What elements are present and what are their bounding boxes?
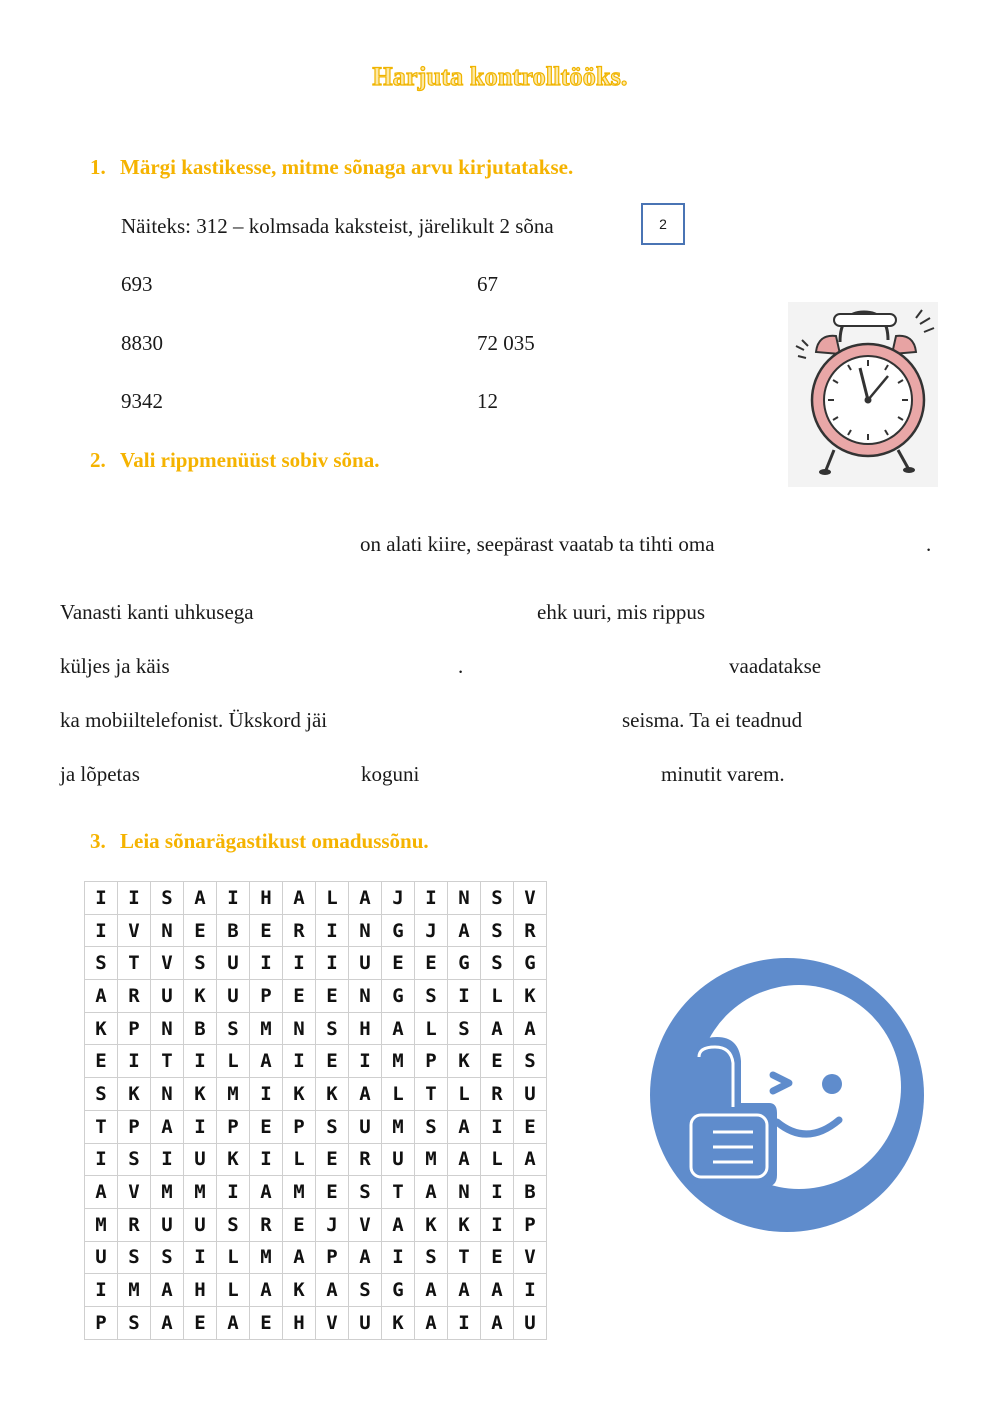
grid-cell[interactable]: U	[514, 1306, 547, 1339]
grid-cell[interactable]: I	[481, 1176, 514, 1209]
grid-cell[interactable]: U	[184, 1143, 217, 1176]
grid-cell[interactable]: L	[217, 1045, 250, 1078]
sentence-fragment: ja lõpetas	[60, 762, 140, 786]
question-3-text: Leia sõnarägastikust omadussõnu.	[120, 829, 429, 853]
grid-cell[interactable]: S	[481, 947, 514, 980]
number-item: 67	[477, 272, 498, 296]
grid-cell[interactable]: L	[382, 1078, 415, 1111]
grid-cell[interactable]: R	[283, 914, 316, 947]
grid-cell[interactable]: L	[481, 980, 514, 1013]
grid-cell[interactable]: M	[283, 1176, 316, 1209]
grid-cell[interactable]: R	[481, 1078, 514, 1111]
grid-cell[interactable]: M	[382, 1110, 415, 1143]
grid-cell[interactable]: E	[514, 1110, 547, 1143]
grid-cell[interactable]: H	[184, 1274, 217, 1307]
grid-cell[interactable]: M	[217, 1078, 250, 1111]
sentence-fragment: .	[458, 654, 464, 678]
grid-cell[interactable]: S	[316, 1012, 349, 1045]
grid-cell[interactable]: S	[415, 1241, 448, 1274]
grid-cell[interactable]: S	[316, 1110, 349, 1143]
grid-cell[interactable]: R	[118, 980, 151, 1013]
grid-cell[interactable]: N	[283, 1012, 316, 1045]
grid-cell[interactable]: E	[184, 1306, 217, 1339]
number-item: 693	[121, 272, 153, 296]
grid-cell[interactable]: I	[250, 1078, 283, 1111]
grid-cell[interactable]: N	[151, 1078, 184, 1111]
sentence-fragment: seisma. Ta ei teadnud	[622, 708, 803, 732]
grid-cell[interactable]: N	[349, 914, 382, 947]
grid-cell[interactable]: H	[250, 882, 283, 915]
grid-cell[interactable]: V	[118, 914, 151, 947]
grid-cell[interactable]: I	[118, 1045, 151, 1078]
grid-cell[interactable]: S	[217, 1208, 250, 1241]
grid-cell[interactable]: A	[415, 1274, 448, 1307]
grid-cell[interactable]: P	[415, 1045, 448, 1078]
grid-cell[interactable]: A	[481, 1012, 514, 1045]
example-text: Näiteks: 312 – kolmsada kaksteist, järelikult 2 sõna	[121, 214, 554, 238]
grid-cell[interactable]: G	[514, 947, 547, 980]
question-2-number: 2.	[90, 448, 106, 472]
grid-cell[interactable]: E	[250, 1110, 283, 1143]
grid-cell[interactable]: I	[283, 947, 316, 980]
grid-cell[interactable]: E	[382, 947, 415, 980]
grid-cell[interactable]: A	[250, 1274, 283, 1307]
grid-cell[interactable]: G	[382, 980, 415, 1013]
grid-cell[interactable]: A	[316, 1274, 349, 1307]
grid-cell[interactable]: V	[514, 882, 547, 915]
sentence-fragment: ehk uuri, mis rippus	[537, 600, 705, 624]
grid-cell[interactable]: V	[349, 1208, 382, 1241]
grid-cell[interactable]: E	[250, 1306, 283, 1339]
grid-cell[interactable]: I	[85, 1143, 118, 1176]
grid-cell[interactable]: S	[184, 947, 217, 980]
grid-cell[interactable]: I	[184, 1241, 217, 1274]
grid-cell[interactable]: K	[184, 980, 217, 1013]
grid-cell[interactable]: M	[118, 1274, 151, 1307]
grid-cell[interactable]: T	[151, 1045, 184, 1078]
grid-cell[interactable]: E	[283, 1208, 316, 1241]
grid-cell[interactable]: G	[382, 1274, 415, 1307]
grid-cell[interactable]: R	[514, 914, 547, 947]
grid-cell[interactable]: U	[349, 947, 382, 980]
question-3-number: 3.	[90, 829, 106, 853]
grid-cell[interactable]: A	[250, 1045, 283, 1078]
grid-cell[interactable]: S	[349, 1176, 382, 1209]
grid-cell[interactable]: U	[382, 1143, 415, 1176]
grid-cell[interactable]: R	[349, 1143, 382, 1176]
grid-cell[interactable]: E	[184, 914, 217, 947]
grid-row	[85, 1306, 547, 1339]
grid-cell[interactable]: H	[283, 1306, 316, 1339]
number-item: 12	[477, 389, 498, 413]
grid-cell[interactable]: A	[448, 1143, 481, 1176]
grid-cell[interactable]: U	[85, 1241, 118, 1274]
grid-cell[interactable]: L	[217, 1274, 250, 1307]
grid-cell[interactable]: A	[349, 1078, 382, 1111]
grid-row	[85, 1143, 547, 1176]
grid-cell[interactable]: L	[415, 1012, 448, 1045]
grid-cell[interactable]: T	[118, 947, 151, 980]
grid-cell[interactable]: R	[118, 1208, 151, 1241]
grid-row	[85, 1110, 547, 1143]
grid-row	[85, 914, 547, 947]
grid-cell[interactable]: S	[118, 1306, 151, 1339]
grid-cell[interactable]: A	[151, 1306, 184, 1339]
grid-cell[interactable]: A	[184, 882, 217, 915]
grid-cell[interactable]: I	[316, 947, 349, 980]
grid-cell[interactable]: I	[118, 882, 151, 915]
sentence-fragment: minutit varem.	[661, 762, 785, 786]
grid-cell[interactable]: I	[481, 1110, 514, 1143]
grid-cell[interactable]: S	[415, 1110, 448, 1143]
sentence-fragment: vaadatakse	[729, 654, 822, 678]
grid-cell[interactable]: A	[448, 914, 481, 947]
grid-cell[interactable]: A	[514, 1143, 547, 1176]
grid-cell[interactable]: H	[349, 1012, 382, 1045]
grid-cell[interactable]: L	[448, 1078, 481, 1111]
grid-cell[interactable]: A	[382, 1208, 415, 1241]
grid-row	[85, 1045, 547, 1078]
grid-cell[interactable]: I	[250, 947, 283, 980]
grid-cell[interactable]: P	[85, 1306, 118, 1339]
grid-cell[interactable]: S	[415, 980, 448, 1013]
grid-cell[interactable]: P	[514, 1208, 547, 1241]
grid-cell[interactable]: I	[415, 882, 448, 915]
grid-cell[interactable]: S	[481, 882, 514, 915]
grid-cell[interactable]: L	[217, 1241, 250, 1274]
grid-cell[interactable]: A	[481, 1306, 514, 1339]
winking-thumbs-up-icon	[649, 957, 925, 1233]
grid-cell[interactable]: M	[184, 1176, 217, 1209]
grid-cell[interactable]: M	[250, 1241, 283, 1274]
grid-cell[interactable]: P	[250, 980, 283, 1013]
page-title: Harjuta kontrolltööks.	[372, 62, 628, 91]
grid-cell[interactable]: E	[85, 1045, 118, 1078]
grid-cell[interactable]: K	[85, 1012, 118, 1045]
grid-cell[interactable]: S	[349, 1274, 382, 1307]
grid-cell[interactable]: J	[316, 1208, 349, 1241]
grid-row	[85, 1241, 547, 1274]
grid-cell[interactable]: I	[217, 882, 250, 915]
grid-cell[interactable]: I	[514, 1274, 547, 1307]
grid-cell[interactable]: K	[415, 1208, 448, 1241]
grid-cell[interactable]: E	[316, 980, 349, 1013]
grid-cell[interactable]: U	[217, 980, 250, 1013]
grid-cell[interactable]: B	[184, 1012, 217, 1045]
grid-cell[interactable]: N	[448, 882, 481, 915]
grid-cell[interactable]: E	[316, 1143, 349, 1176]
grid-cell[interactable]: E	[316, 1045, 349, 1078]
grid-cell[interactable]: U	[184, 1208, 217, 1241]
grid-cell[interactable]: K	[283, 1078, 316, 1111]
grid-cell[interactable]: A	[349, 882, 382, 915]
grid-cell[interactable]: S	[85, 1078, 118, 1111]
grid-cell[interactable]: L	[481, 1143, 514, 1176]
grid-cell[interactable]: A	[250, 1176, 283, 1209]
grid-cell[interactable]: M	[415, 1143, 448, 1176]
grid-cell[interactable]: M	[382, 1045, 415, 1078]
question-1-text: Märgi kastikesse, mitme sõnaga arvu kirjutatakse.	[120, 155, 574, 179]
grid-cell[interactable]: R	[250, 1208, 283, 1241]
grid-cell[interactable]: L	[283, 1143, 316, 1176]
grid-cell[interactable]: P	[118, 1012, 151, 1045]
question-2-text: Vali rippmenüüst sobiv sõna.	[120, 448, 380, 472]
number-item: 8830	[121, 331, 163, 355]
grid-cell[interactable]: K	[184, 1078, 217, 1111]
grid-cell[interactable]: E	[316, 1176, 349, 1209]
grid-cell[interactable]: N	[151, 1012, 184, 1045]
grid-cell[interactable]: U	[514, 1078, 547, 1111]
grid-cell[interactable]: E	[415, 947, 448, 980]
grid-cell[interactable]: A	[415, 1176, 448, 1209]
grid-cell[interactable]: E	[250, 914, 283, 947]
grid-row	[85, 980, 547, 1013]
grid-cell[interactable]: J	[382, 882, 415, 915]
example-answer-box: 2	[641, 203, 685, 245]
grid-cell[interactable]: P	[283, 1110, 316, 1143]
sentence-fragment: Vanasti kanti uhkusega	[60, 600, 254, 624]
grid-cell[interactable]: A	[85, 1176, 118, 1209]
grid-cell[interactable]: T	[448, 1241, 481, 1274]
grid-cell[interactable]: U	[349, 1110, 382, 1143]
grid-row	[85, 1176, 547, 1209]
grid-cell[interactable]: E	[481, 1241, 514, 1274]
sentence-fragment: ka mobiiltelefonist. Ükskord jäi	[60, 708, 328, 732]
grid-cell[interactable]: K	[283, 1274, 316, 1307]
grid-cell[interactable]: A	[151, 1274, 184, 1307]
grid-cell[interactable]: N	[349, 980, 382, 1013]
grid-cell[interactable]: I	[217, 1176, 250, 1209]
grid-cell[interactable]: A	[448, 1274, 481, 1307]
grid-cell[interactable]: T	[382, 1176, 415, 1209]
number-item: 9342	[121, 389, 163, 413]
grid-cell[interactable]: K	[118, 1078, 151, 1111]
grid-cell[interactable]: I	[85, 882, 118, 915]
grid-row	[85, 1078, 547, 1111]
question-2-heading	[90, 448, 379, 473]
grid-cell[interactable]: K	[448, 1045, 481, 1078]
grid-cell[interactable]: A	[415, 1306, 448, 1339]
grid-row	[85, 882, 547, 915]
word-search-grid[interactable]	[84, 881, 547, 1340]
grid-cell[interactable]: I	[184, 1110, 217, 1143]
grid-cell[interactable]: A	[481, 1274, 514, 1307]
grid-cell[interactable]: V	[118, 1176, 151, 1209]
grid-cell[interactable]: I	[250, 1143, 283, 1176]
grid-cell[interactable]: I	[85, 1274, 118, 1307]
grid-cell[interactable]: G	[448, 947, 481, 980]
grid-cell[interactable]: A	[448, 1110, 481, 1143]
grid-cell[interactable]: U	[349, 1306, 382, 1339]
grid-cell[interactable]: M	[85, 1208, 118, 1241]
grid-cell[interactable]: M	[151, 1176, 184, 1209]
grid-cell[interactable]: I	[184, 1045, 217, 1078]
grid-cell[interactable]: U	[151, 980, 184, 1013]
grid-cell[interactable]: A	[217, 1306, 250, 1339]
grid-row	[85, 1274, 547, 1307]
grid-cell[interactable]: T	[85, 1110, 118, 1143]
grid-cell[interactable]: B	[217, 914, 250, 947]
grid-row	[85, 1012, 547, 1045]
sentence-fragment: koguni	[361, 762, 420, 786]
grid-cell[interactable]: S	[514, 1045, 547, 1078]
grid-cell[interactable]: I	[151, 1143, 184, 1176]
grid-cell[interactable]: K	[448, 1208, 481, 1241]
grid-cell[interactable]: T	[415, 1078, 448, 1111]
grid-cell[interactable]: A	[514, 1012, 547, 1045]
grid-cell[interactable]: A	[151, 1110, 184, 1143]
grid-cell[interactable]: M	[250, 1012, 283, 1045]
grid-cell[interactable]: L	[316, 882, 349, 915]
grid-cell[interactable]: I	[448, 1306, 481, 1339]
grid-cell[interactable]: V	[316, 1306, 349, 1339]
grid-cell[interactable]: S	[481, 914, 514, 947]
sentence-fragment: on alati kiire, seepärast vaatab ta tihti oma	[360, 532, 715, 556]
grid-cell[interactable]: A	[349, 1241, 382, 1274]
grid-cell[interactable]: K	[217, 1143, 250, 1176]
grid-cell[interactable]: K	[514, 980, 547, 1013]
grid-row	[85, 947, 547, 980]
grid-cell[interactable]: V	[514, 1241, 547, 1274]
grid-cell[interactable]: S	[217, 1012, 250, 1045]
grid-cell[interactable]: J	[415, 914, 448, 947]
grid-cell[interactable]: I	[481, 1208, 514, 1241]
grid-cell[interactable]: G	[382, 914, 415, 947]
grid-cell[interactable]: U	[151, 1208, 184, 1241]
question-3-heading	[90, 829, 429, 854]
grid-cell[interactable]: I	[448, 980, 481, 1013]
grid-cell[interactable]: P	[118, 1110, 151, 1143]
grid-cell[interactable]: A	[283, 1241, 316, 1274]
grid-cell[interactable]: U	[217, 947, 250, 980]
grid-cell[interactable]: P	[316, 1241, 349, 1274]
grid-cell[interactable]: S	[118, 1241, 151, 1274]
grid-cell[interactable]: A	[283, 882, 316, 915]
grid-cell[interactable]: S	[118, 1143, 151, 1176]
grid-cell[interactable]: I	[316, 914, 349, 947]
alarm-clock-icon	[788, 302, 938, 487]
grid-cell[interactable]: K	[382, 1306, 415, 1339]
grid-cell[interactable]: S	[151, 1241, 184, 1274]
grid-cell[interactable]: I	[283, 1045, 316, 1078]
grid-cell[interactable]: I	[85, 914, 118, 947]
grid-cell[interactable]: I	[382, 1241, 415, 1274]
grid-cell[interactable]: S	[151, 882, 184, 915]
grid-cell[interactable]: S	[448, 1012, 481, 1045]
grid-cell[interactable]: E	[481, 1045, 514, 1078]
grid-cell[interactable]: E	[283, 980, 316, 1013]
question-1-heading	[90, 155, 573, 180]
grid-cell[interactable]: P	[217, 1110, 250, 1143]
grid-cell[interactable]: A	[85, 980, 118, 1013]
sentence-fragment: .	[926, 532, 932, 556]
grid-cell[interactable]: V	[151, 947, 184, 980]
grid-cell[interactable]: K	[316, 1078, 349, 1111]
question-1-number: 1.	[90, 155, 106, 179]
sentence-fragment: küljes ja käis	[60, 654, 170, 678]
grid-cell[interactable]: N	[151, 914, 184, 947]
grid-cell[interactable]: I	[349, 1045, 382, 1078]
grid-cell[interactable]: N	[448, 1176, 481, 1209]
grid-cell[interactable]: A	[382, 1012, 415, 1045]
number-item: 72 035	[477, 331, 535, 355]
grid-row	[85, 1208, 547, 1241]
grid-cell[interactable]: B	[514, 1176, 547, 1209]
grid-cell[interactable]: S	[85, 947, 118, 980]
